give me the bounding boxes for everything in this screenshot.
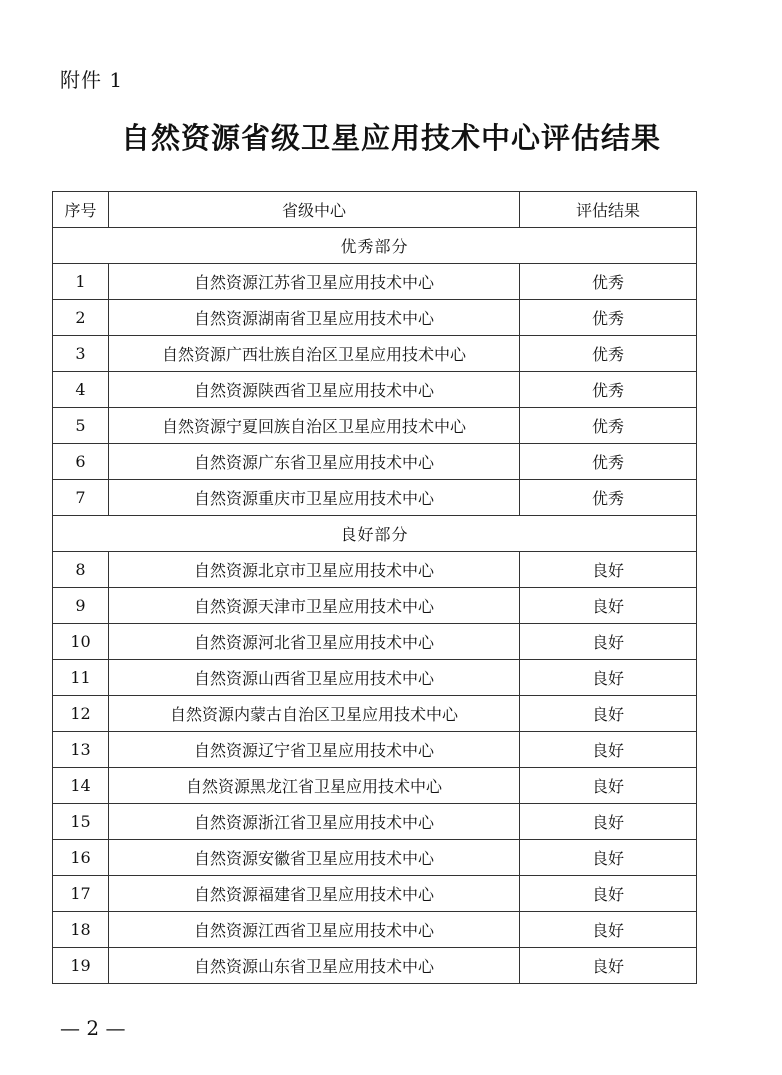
evaluation-result: 优秀 [520, 264, 697, 300]
evaluation-result: 优秀 [520, 372, 697, 408]
row-number: 7 [53, 480, 109, 516]
table-row [53, 624, 697, 660]
center-name: 自然资源江西省卫星应用技术中心 [109, 912, 520, 948]
center-name: 自然资源黑龙江省卫星应用技术中心 [109, 768, 520, 804]
evaluation-result: 良好 [520, 840, 697, 876]
center-name: 自然资源广东省卫星应用技术中心 [109, 444, 520, 480]
table-row [53, 912, 697, 948]
table-row [53, 336, 697, 372]
row-number: 6 [53, 444, 109, 480]
center-name: 自然资源北京市卫星应用技术中心 [109, 552, 520, 588]
evaluation-result: 良好 [520, 876, 697, 912]
center-name: 自然资源重庆市卫星应用技术中心 [109, 480, 520, 516]
evaluation-result: 优秀 [520, 444, 697, 480]
row-number: 14 [53, 768, 109, 804]
section-label: 优秀部分 [53, 228, 697, 264]
row-number: 19 [53, 948, 109, 984]
row-number: 9 [53, 588, 109, 624]
row-number: 12 [53, 696, 109, 732]
evaluation-result: 良好 [520, 552, 697, 588]
table-row [53, 264, 697, 300]
center-name: 自然资源江苏省卫星应用技术中心 [109, 264, 520, 300]
table-row [53, 660, 697, 696]
row-number: 15 [53, 804, 109, 840]
row-number: 16 [53, 840, 109, 876]
evaluation-result: 优秀 [520, 480, 697, 516]
center-name: 自然资源河北省卫星应用技术中心 [109, 624, 520, 660]
evaluation-result: 良好 [520, 660, 697, 696]
row-number: 10 [53, 624, 109, 660]
evaluation-result: 优秀 [520, 408, 697, 444]
center-name: 自然资源广西壮族自治区卫星应用技术中心 [109, 336, 520, 372]
section-row [53, 228, 697, 264]
evaluation-result: 良好 [520, 624, 697, 660]
evaluation-result: 良好 [520, 696, 697, 732]
table-row [53, 732, 697, 768]
row-number: 8 [53, 552, 109, 588]
center-name: 自然资源福建省卫星应用技术中心 [109, 876, 520, 912]
evaluation-result: 良好 [520, 768, 697, 804]
table-row [53, 480, 697, 516]
row-number: 1 [53, 264, 109, 300]
evaluation-result: 优秀 [520, 300, 697, 336]
table-row [53, 840, 697, 876]
evaluation-result: 良好 [520, 804, 697, 840]
center-name: 自然资源浙江省卫星应用技术中心 [109, 804, 520, 840]
evaluation-result: 良好 [520, 588, 697, 624]
center-name: 自然资源湖南省卫星应用技术中心 [109, 300, 520, 336]
header-center: 省级中心 [109, 192, 520, 228]
center-name: 自然资源天津市卫星应用技术中心 [109, 588, 520, 624]
section-label: 良好部分 [53, 516, 697, 552]
table-row [53, 552, 697, 588]
evaluation-table [52, 191, 697, 984]
center-name: 自然资源内蒙古自治区卫星应用技术中心 [109, 696, 520, 732]
table-row [53, 300, 697, 336]
evaluation-result: 良好 [520, 732, 697, 768]
table-row [53, 768, 697, 804]
evaluation-result: 良好 [520, 912, 697, 948]
page-number: — 2 — [60, 1016, 126, 1040]
center-name: 自然资源山东省卫星应用技术中心 [109, 948, 520, 984]
row-number: 17 [53, 876, 109, 912]
header-result: 评估结果 [520, 192, 697, 228]
row-number: 2 [53, 300, 109, 336]
table-row [53, 444, 697, 480]
center-name: 自然资源山西省卫星应用技术中心 [109, 660, 520, 696]
table-row [53, 588, 697, 624]
table-row [53, 804, 697, 840]
header-no: 序号 [53, 192, 109, 228]
center-name: 自然资源安徽省卫星应用技术中心 [109, 840, 520, 876]
table-row [53, 696, 697, 732]
center-name: 自然资源辽宁省卫星应用技术中心 [109, 732, 520, 768]
section-row [53, 516, 697, 552]
evaluation-result: 良好 [520, 948, 697, 984]
row-number: 11 [53, 660, 109, 696]
row-number: 18 [53, 912, 109, 948]
row-number: 4 [53, 372, 109, 408]
table-body [53, 228, 697, 984]
table-header-row [53, 192, 697, 228]
table-row [53, 372, 697, 408]
table-row [53, 876, 697, 912]
row-number: 13 [53, 732, 109, 768]
row-number: 3 [53, 336, 109, 372]
center-name: 自然资源陕西省卫星应用技术中心 [109, 372, 520, 408]
evaluation-result: 优秀 [520, 336, 697, 372]
row-number: 5 [53, 408, 109, 444]
table-row [53, 948, 697, 984]
table-row [53, 408, 697, 444]
annex-label: 附件 1 [60, 68, 124, 92]
document-title: 自然资源省级卫星应用技术中心评估结果 [120, 121, 661, 155]
center-name: 自然资源宁夏回族自治区卫星应用技术中心 [109, 408, 520, 444]
